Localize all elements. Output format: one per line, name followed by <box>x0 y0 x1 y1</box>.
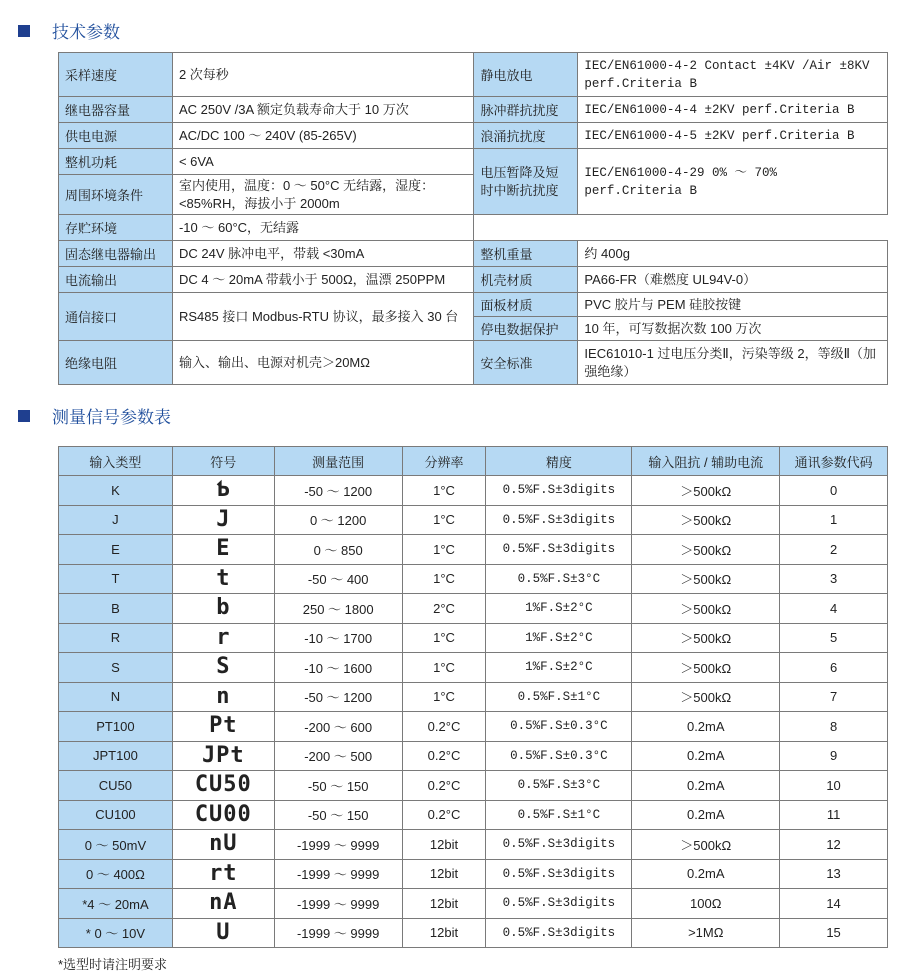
section-title-measurement: 测量信号参数表 <box>18 403 171 428</box>
resolution-cell: 12bit <box>402 918 486 948</box>
spec-key: 通信接口 <box>59 293 173 341</box>
table-row <box>59 800 888 830</box>
table-row <box>59 889 888 919</box>
spec-value: 10 年，可写数据次数 100 万次 <box>578 317 888 341</box>
spec-value: 室内使用，温度：0 ～ 50°C 无结露，湿度：<85%RH，海拔小于 2000m <box>172 175 473 215</box>
impedance-cell: ＞500kΩ <box>632 476 780 506</box>
spec-key: 整机重量 <box>474 241 578 267</box>
display-symbol-cell: S <box>172 653 274 683</box>
range-cell: -50 ～ 400 <box>274 564 402 594</box>
spec-key: 固态继电器输出 <box>59 241 173 267</box>
comm-code-cell: 4 <box>780 594 888 624</box>
accuracy-cell: 1%F.S±2°C <box>486 594 632 624</box>
spec-value: IEC/EN61000-4-29 0% ～ 70% perf.Criteria B <box>578 149 888 215</box>
spec-value: IEC/EN61000-4-2 Contact ±4KV /Air ±8KV perf.Criteria B <box>578 53 888 97</box>
spec-value: DC 24V 脉冲电平，带载 <30mA <box>172 241 473 267</box>
accuracy-cell: 0.5%F.S±3digits <box>486 505 632 535</box>
display-symbol-cell: CU50 <box>172 771 274 801</box>
accuracy-cell: 0.5%F.S±0.3°C <box>486 741 632 771</box>
range-cell: -10 ～ 1700 <box>274 623 402 653</box>
range-cell: 0 ～ 1200 <box>274 505 402 535</box>
spec-row <box>59 267 888 293</box>
comm-code-cell: 0 <box>780 476 888 506</box>
input-type-cell: 0 ～ 400Ω <box>59 859 173 889</box>
bullet-square-icon <box>18 410 30 422</box>
accuracy-cell: 0.5%F.S±3digits <box>486 889 632 919</box>
spec-row <box>59 53 888 97</box>
accuracy-cell: 0.5%F.S±0.3°C <box>486 712 632 742</box>
impedance-cell: ＞500kΩ <box>632 623 780 653</box>
spec-row <box>59 215 888 241</box>
input-type-cell: CU50 <box>59 771 173 801</box>
resolution-cell: 0.2°C <box>402 771 486 801</box>
accuracy-cell: 0.5%F.S±3°C <box>486 771 632 801</box>
spec-key: 周围环境条件 <box>59 175 173 215</box>
spec-value: PA66-FR（难燃度 UL94V-0） <box>578 267 888 293</box>
range-cell: 0 ～ 850 <box>274 535 402 565</box>
range-cell: 250 ～ 1800 <box>274 594 402 624</box>
input-type-cell: CU100 <box>59 800 173 830</box>
input-type-cell: JPT100 <box>59 741 173 771</box>
resolution-cell: 1°C <box>402 623 486 653</box>
display-symbol-cell: CU00 <box>172 800 274 830</box>
display-symbol-cell: r <box>172 623 274 653</box>
display-symbol-cell: nU <box>172 830 274 860</box>
table-row <box>59 859 888 889</box>
resolution-cell: 1°C <box>402 653 486 683</box>
range-cell: -1999 ～ 9999 <box>274 859 402 889</box>
display-symbol-cell: Pt <box>172 712 274 742</box>
impedance-cell: 0.2mA <box>632 741 780 771</box>
resolution-cell: 2°C <box>402 594 486 624</box>
input-type-cell: R <box>59 623 173 653</box>
spec-value: 输入、输出、电源对机壳＞20MΩ <box>172 341 473 385</box>
col-header: 输入阻抗 / 辅助电流 <box>632 447 780 476</box>
spec-value: RS485 接口 Modbus-RTU 协议，最多接入 30 台 <box>172 293 473 341</box>
spec-value: -10 ～ 60°C，无结露 <box>172 215 473 241</box>
comm-code-cell: 6 <box>780 653 888 683</box>
accuracy-cell: 1%F.S±2°C <box>486 653 632 683</box>
resolution-cell: 0.2°C <box>402 741 486 771</box>
spec-row <box>59 341 888 385</box>
impedance-cell: 0.2mA <box>632 800 780 830</box>
spec-key: 安全标准 <box>474 341 578 385</box>
spec-key: 脉冲群抗扰度 <box>474 97 578 123</box>
input-type-cell: K <box>59 476 173 506</box>
accuracy-cell: 0.5%F.S±1°C <box>486 682 632 712</box>
table-row <box>59 918 888 948</box>
range-cell: -200 ～ 600 <box>274 712 402 742</box>
range-cell: -1999 ～ 9999 <box>274 918 402 948</box>
spec-row <box>59 241 888 267</box>
impedance-cell: ＞500kΩ <box>632 564 780 594</box>
comm-code-cell: 3 <box>780 564 888 594</box>
resolution-cell: 0.2°C <box>402 800 486 830</box>
measurement-table <box>58 446 888 948</box>
col-header: 精度 <box>486 447 632 476</box>
spec-value: IEC/EN61000-4-5 ±2KV perf.Criteria B <box>578 123 888 149</box>
spec-value: PVC 胶片与 PEM 硅胶按键 <box>578 293 888 317</box>
resolution-cell: 1°C <box>402 535 486 565</box>
impedance-cell: 0.2mA <box>632 771 780 801</box>
impedance-cell: ＞500kΩ <box>632 682 780 712</box>
col-header: 分辨率 <box>402 447 486 476</box>
spec-key: 采样速度 <box>59 53 173 97</box>
spec-key: 继电器容量 <box>59 97 173 123</box>
spec-value: AC/DC 100 ～ 240V (85-265V) <box>172 123 473 149</box>
table-row <box>59 830 888 860</box>
table-row <box>59 594 888 624</box>
bullet-square-icon <box>18 25 30 37</box>
range-cell: -1999 ～ 9999 <box>274 830 402 860</box>
accuracy-cell: 0.5%F.S±3digits <box>486 918 632 948</box>
table-row <box>59 741 888 771</box>
comm-code-cell: 13 <box>780 859 888 889</box>
impedance-cell: ＞500kΩ <box>632 830 780 860</box>
comm-code-cell: 12 <box>780 830 888 860</box>
spec-table <box>58 52 888 385</box>
table-row <box>59 623 888 653</box>
input-type-cell: * 0 ～ 10V <box>59 918 173 948</box>
spec-row <box>59 123 888 149</box>
comm-code-cell: 7 <box>780 682 888 712</box>
section-title-specs: 技术参数 <box>18 18 120 43</box>
range-cell: -1999 ～ 9999 <box>274 889 402 919</box>
comm-code-cell: 11 <box>780 800 888 830</box>
spec-key: 机壳材质 <box>474 267 578 293</box>
display-symbol-cell: rt <box>172 859 274 889</box>
input-type-cell: T <box>59 564 173 594</box>
spec-key: 存贮环境 <box>59 215 173 241</box>
display-symbol-cell: t <box>172 564 274 594</box>
range-cell: -200 ～ 500 <box>274 741 402 771</box>
comm-code-cell: 14 <box>780 889 888 919</box>
spec-value: AC 250V /3A 额定负载寿命大于 10 万次 <box>172 97 473 123</box>
col-header: 通讯参数代码 <box>780 447 888 476</box>
impedance-cell: ＞500kΩ <box>632 535 780 565</box>
accuracy-cell: 0.5%F.S±1°C <box>486 800 632 830</box>
display-symbol-cell: Ƅ <box>172 476 274 506</box>
comm-code-cell: 1 <box>780 505 888 535</box>
spec-key: 整机功耗 <box>59 149 173 175</box>
resolution-cell: 12bit <box>402 859 486 889</box>
table-row <box>59 771 888 801</box>
accuracy-cell: 0.5%F.S±3°C <box>486 564 632 594</box>
spec-key: 静电放电 <box>474 53 578 97</box>
col-header: 符号 <box>172 447 274 476</box>
range-cell: -10 ～ 1600 <box>274 653 402 683</box>
display-symbol-cell: n <box>172 682 274 712</box>
impedance-cell: 0.2mA <box>632 859 780 889</box>
resolution-cell: 12bit <box>402 889 486 919</box>
spec-value: IEC/EN61000-4-4 ±2KV perf.Criteria B <box>578 97 888 123</box>
input-type-cell: E <box>59 535 173 565</box>
input-type-cell: PT100 <box>59 712 173 742</box>
header-row <box>59 447 888 476</box>
footnote: *选型时请注明要求 <box>58 957 168 972</box>
col-header: 输入类型 <box>59 447 173 476</box>
spec-value: IEC61010-1 过电压分类Ⅱ，污染等级 2，等级Ⅱ（加强绝缘） <box>578 341 888 385</box>
input-type-cell: S <box>59 653 173 683</box>
display-symbol-cell: U <box>172 918 274 948</box>
resolution-cell: 12bit <box>402 830 486 860</box>
display-symbol-cell: JPt <box>172 741 274 771</box>
resolution-cell: 1°C <box>402 682 486 712</box>
range-cell: -50 ～ 150 <box>274 771 402 801</box>
spec-row <box>59 97 888 123</box>
table-row <box>59 712 888 742</box>
resolution-cell: 1°C <box>402 564 486 594</box>
range-cell: -50 ～ 150 <box>274 800 402 830</box>
comm-code-cell: 10 <box>780 771 888 801</box>
input-type-cell: J <box>59 505 173 535</box>
impedance-cell: 0.2mA <box>632 712 780 742</box>
comm-code-cell: 15 <box>780 918 888 948</box>
impedance-cell: ＞500kΩ <box>632 653 780 683</box>
range-cell: -50 ～ 1200 <box>274 476 402 506</box>
impedance-cell: ＞500kΩ <box>632 505 780 535</box>
input-type-cell: *4 ～ 20mA <box>59 889 173 919</box>
comm-code-cell: 2 <box>780 535 888 565</box>
display-symbol-cell: b <box>172 594 274 624</box>
spec-key: 面板材质 <box>474 293 578 317</box>
display-symbol-cell: nA <box>172 889 274 919</box>
table-row <box>59 682 888 712</box>
spec-key: 电压暂降及短时中断抗扰度 <box>474 149 578 215</box>
impedance-cell: >1MΩ <box>632 918 780 948</box>
comm-code-cell: 9 <box>780 741 888 771</box>
spec-key: 绝缘电阻 <box>59 341 173 385</box>
display-symbol-cell: E <box>172 535 274 565</box>
accuracy-cell: 0.5%F.S±3digits <box>486 830 632 860</box>
comm-code-cell: 5 <box>780 623 888 653</box>
spec-value: 约 400g <box>578 241 888 267</box>
spec-key: 电流输出 <box>59 267 173 293</box>
resolution-cell: 1°C <box>402 476 486 506</box>
input-type-cell: 0 ～ 50mV <box>59 830 173 860</box>
input-type-cell: N <box>59 682 173 712</box>
input-type-cell: B <box>59 594 173 624</box>
col-header: 测量范围 <box>274 447 402 476</box>
spec-key: 停电数据保护 <box>474 317 578 341</box>
spec-key: 供电电源 <box>59 123 173 149</box>
impedance-cell: 100Ω <box>632 889 780 919</box>
spec-row <box>59 149 888 175</box>
accuracy-cell: 0.5%F.S±3digits <box>486 535 632 565</box>
table-row <box>59 505 888 535</box>
spec-row <box>59 293 888 317</box>
table-row <box>59 564 888 594</box>
accuracy-cell: 0.5%F.S±3digits <box>486 476 632 506</box>
range-cell: -50 ～ 1200 <box>274 682 402 712</box>
spec-value: 2 次每秒 <box>172 53 473 97</box>
accuracy-cell: 0.5%F.S±3digits <box>486 859 632 889</box>
resolution-cell: 1°C <box>402 505 486 535</box>
impedance-cell: ＞500kΩ <box>632 594 780 624</box>
table-row <box>59 535 888 565</box>
comm-code-cell: 8 <box>780 712 888 742</box>
table-row <box>59 653 888 683</box>
resolution-cell: 0.2°C <box>402 712 486 742</box>
table-row <box>59 476 888 506</box>
display-symbol-cell: J <box>172 505 274 535</box>
spec-value: DC 4 ～ 20mA 带载小于 500Ω，温漂 250PPM <box>172 267 473 293</box>
spec-value: < 6VA <box>172 149 473 175</box>
spec-key: 浪涌抗扰度 <box>474 123 578 149</box>
accuracy-cell: 1%F.S±2°C <box>486 623 632 653</box>
